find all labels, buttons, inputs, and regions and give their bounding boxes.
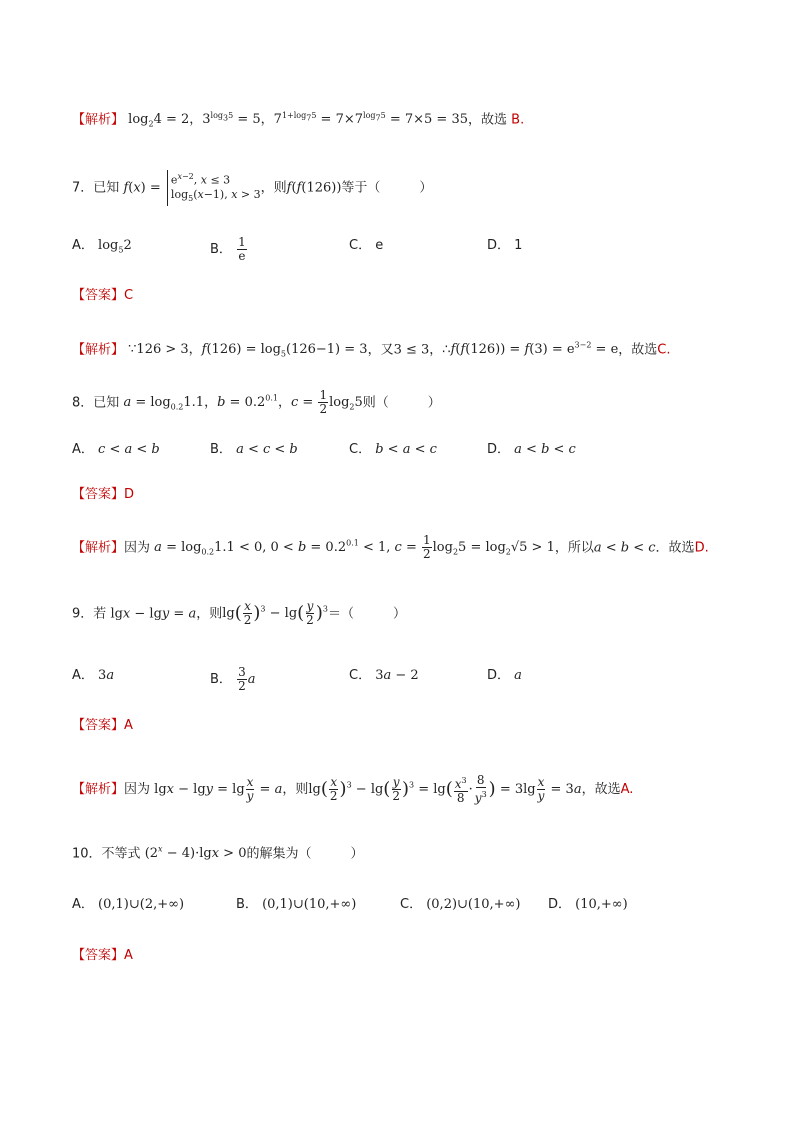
q8-option-c: [349, 440, 437, 460]
q7-analysis-b: ，∴: [429, 342, 451, 358]
option-value: $\frac{1}{e}$: [238, 235, 246, 263]
option-value: 1: [514, 238, 523, 253]
option-value: (0,2)∪(10,+∞): [426, 897, 521, 912]
answer-tag: 【答案】: [72, 948, 125, 963]
option-value: e: [375, 238, 384, 253]
q8-stem-pre: 已知: [93, 395, 120, 411]
option-label: C．: [349, 238, 372, 253]
q9-formula-2: lg( $\frac{x}{2}$ )$^3$ − lg( $\frac{y}{2}$ )$^3$ = lg( $\frac{x^3}{8}$ · $\frac{8}{y^3}$ ) = 3lg $\frac{x}{y}$ = 3a: [308, 773, 582, 805]
q8-number: 8．: [72, 395, 94, 411]
q8-analysis: [72, 534, 709, 563]
q7-func: f: [123, 180, 129, 196]
q8-stem-post: 则（ ）: [362, 395, 441, 411]
q10-option-c: [400, 895, 520, 915]
q9-analysis: [72, 774, 633, 805]
q9-analysis-pre: 因为: [124, 782, 151, 797]
option-label: D．: [487, 238, 511, 253]
q8-choice: D.: [694, 540, 709, 556]
option-value: a < b < c: [514, 442, 576, 457]
answer-tag: 【答案】: [72, 718, 125, 733]
option-label: B．: [210, 242, 232, 257]
option-label: A．: [72, 238, 94, 253]
q7-analysis: [72, 336, 671, 365]
option-value: $\log_52$: [98, 238, 132, 255]
analysis-tag: 【解析】: [72, 540, 125, 556]
q7-option-d: [487, 236, 522, 256]
q7-number: 7．: [72, 180, 94, 196]
option-label: C．: [349, 442, 372, 457]
q10-stem-post: 的解集为（ ）: [246, 846, 364, 862]
option-label: B．: [236, 897, 258, 912]
q9-stem-mid: ，则: [196, 606, 223, 622]
q6-analysis: [72, 106, 524, 135]
option-value: a: [514, 668, 522, 683]
q10-number: 10．: [72, 846, 102, 862]
q7-stem-mid: ，则: [260, 180, 287, 196]
q9-option-b: [210, 666, 255, 693]
analysis-tag: 【解析】: [72, 782, 125, 797]
option-label: C．: [349, 668, 372, 683]
option-label: D．: [548, 897, 572, 912]
option-value: 3a − 2: [375, 668, 419, 683]
option-value: 3a: [98, 668, 115, 683]
q10-option-a: [72, 895, 184, 915]
option-value: (10,+∞): [575, 897, 628, 912]
q9-number: 9．: [72, 606, 94, 622]
q10-option-b: [236, 895, 356, 915]
q8-analysis-mid: ，所以: [554, 540, 594, 556]
option-label: B．: [210, 442, 232, 457]
q8-answer: [72, 485, 134, 505]
q7-formula-1: ∵126 > 3，$f(126) = \log_5(126-1) = 3$: [128, 342, 368, 359]
answer-value: A: [124, 718, 133, 733]
answer-value: A: [124, 948, 133, 963]
answer-value: D: [124, 487, 135, 502]
analysis-tag: 【解析】: [72, 342, 125, 358]
option-label: C．: [400, 897, 423, 912]
q8-analysis-pre: 因为: [124, 540, 151, 556]
option-value: c < a < b: [98, 442, 160, 457]
q7-option-a: [72, 236, 132, 261]
q7-choice: C.: [657, 342, 671, 358]
q7-stem: 7．已知 $f(x) = e^{x-2}$, x ≤ 3 $\log_5(x-1)$, x > 3，则f(f(126))等于（ ）: [72, 170, 432, 206]
option-label: A．: [72, 897, 94, 912]
q8-formula-1: $a = \log_{0.2}1.1 < 0$, $0 < b = 0.2^{0.1} < 1$, c = $\frac{1}{2}$ $\log_25 = \log_2√5 > 1$: [154, 533, 555, 562]
q9-option-d: [487, 666, 522, 686]
option-value: b < a < c: [375, 442, 437, 457]
q10-formula: $(2^x - 4)\cdot\lg x > 0$: [144, 845, 247, 862]
option-value: $\frac{3}{2}$ a: [238, 665, 256, 693]
q8-formula-2: a < b < c: [593, 540, 656, 556]
option-label: A．: [72, 442, 94, 457]
q7-answer: [72, 286, 133, 306]
q9-stem-pre: 若: [93, 606, 107, 622]
q7-piecewise: $e^{x-2}$, x ≤ 3 $\log_5(x-1)$, x > 3: [167, 170, 261, 206]
q9-tail: ，故选: [581, 782, 621, 797]
q7-tail: ，故选: [618, 342, 658, 358]
q7-formula-3: $f(f(126)) = f(3) = e^{3-2} = e$: [450, 341, 619, 358]
q7-option-c: [349, 236, 383, 256]
q6-choice: B.: [511, 112, 525, 128]
q6-tail: ，故选: [468, 112, 508, 128]
q9-analysis-mid: ，则: [282, 782, 309, 797]
option-label: D．: [487, 442, 511, 457]
q9-option-a: [72, 666, 114, 686]
q9-formula-1: lgx − lgy = lg $\frac{x}{y}$ = a: [154, 775, 283, 803]
option-label: B．: [210, 672, 232, 687]
q9-answer: [72, 716, 133, 736]
q8-option-a: [72, 440, 160, 460]
answer-tag: 【答案】: [72, 288, 125, 303]
option-value: a < c < b: [236, 442, 298, 457]
analysis-tag: 【解析】: [72, 112, 125, 128]
option-value: (0,1)∪(2,+∞): [98, 897, 185, 912]
q7-stem-post: 等于（ ）: [341, 180, 433, 196]
q9-formula-2: lg( $\frac{x}{2}$ )$^3$ − lg( $\frac{y}{2}$ )$^3$: [222, 599, 328, 628]
option-label: D．: [487, 668, 511, 683]
q7-formula-2: 3 ≤ 3: [393, 342, 430, 358]
q7-analysis-a: ，又: [367, 342, 394, 358]
q9-stem: [72, 600, 406, 627]
answer-value: C: [124, 288, 134, 303]
q7-stem-pre: 已知: [93, 180, 120, 196]
q8-stem: [72, 389, 441, 418]
answer-tag: 【答案】: [72, 487, 125, 502]
option-label: A．: [72, 668, 94, 683]
q8-formula: $a = \log_{0.2}1.1$，$b = 0.2^{0.1}$，c = $\frac{1}{2}$ $\log_25$: [123, 388, 363, 417]
q8-option-b: [210, 440, 298, 460]
q10-option-d: [548, 895, 628, 915]
q9-stem-post: ＝（ ）: [327, 606, 406, 622]
q7-option-b: [210, 236, 248, 263]
q10-stem-pre: 不等式: [101, 846, 141, 862]
q10-answer: [72, 946, 133, 966]
q6-formula: $\log_24 = 2$，$3^{log_35} = 5$，$7^{1+log_75} = 7\times 7^{log_75} = 7\times 5 = 35$: [128, 111, 468, 129]
q8-tail: ．故选: [655, 540, 695, 556]
q9-choice: A.: [620, 782, 634, 797]
q9-formula-1: lgx − lgy = a: [110, 606, 197, 622]
q10-stem: [72, 840, 363, 864]
option-value: (0,1)∪(10,+∞): [262, 897, 357, 912]
q9-option-c: [349, 666, 419, 686]
q8-option-d: [487, 440, 576, 460]
